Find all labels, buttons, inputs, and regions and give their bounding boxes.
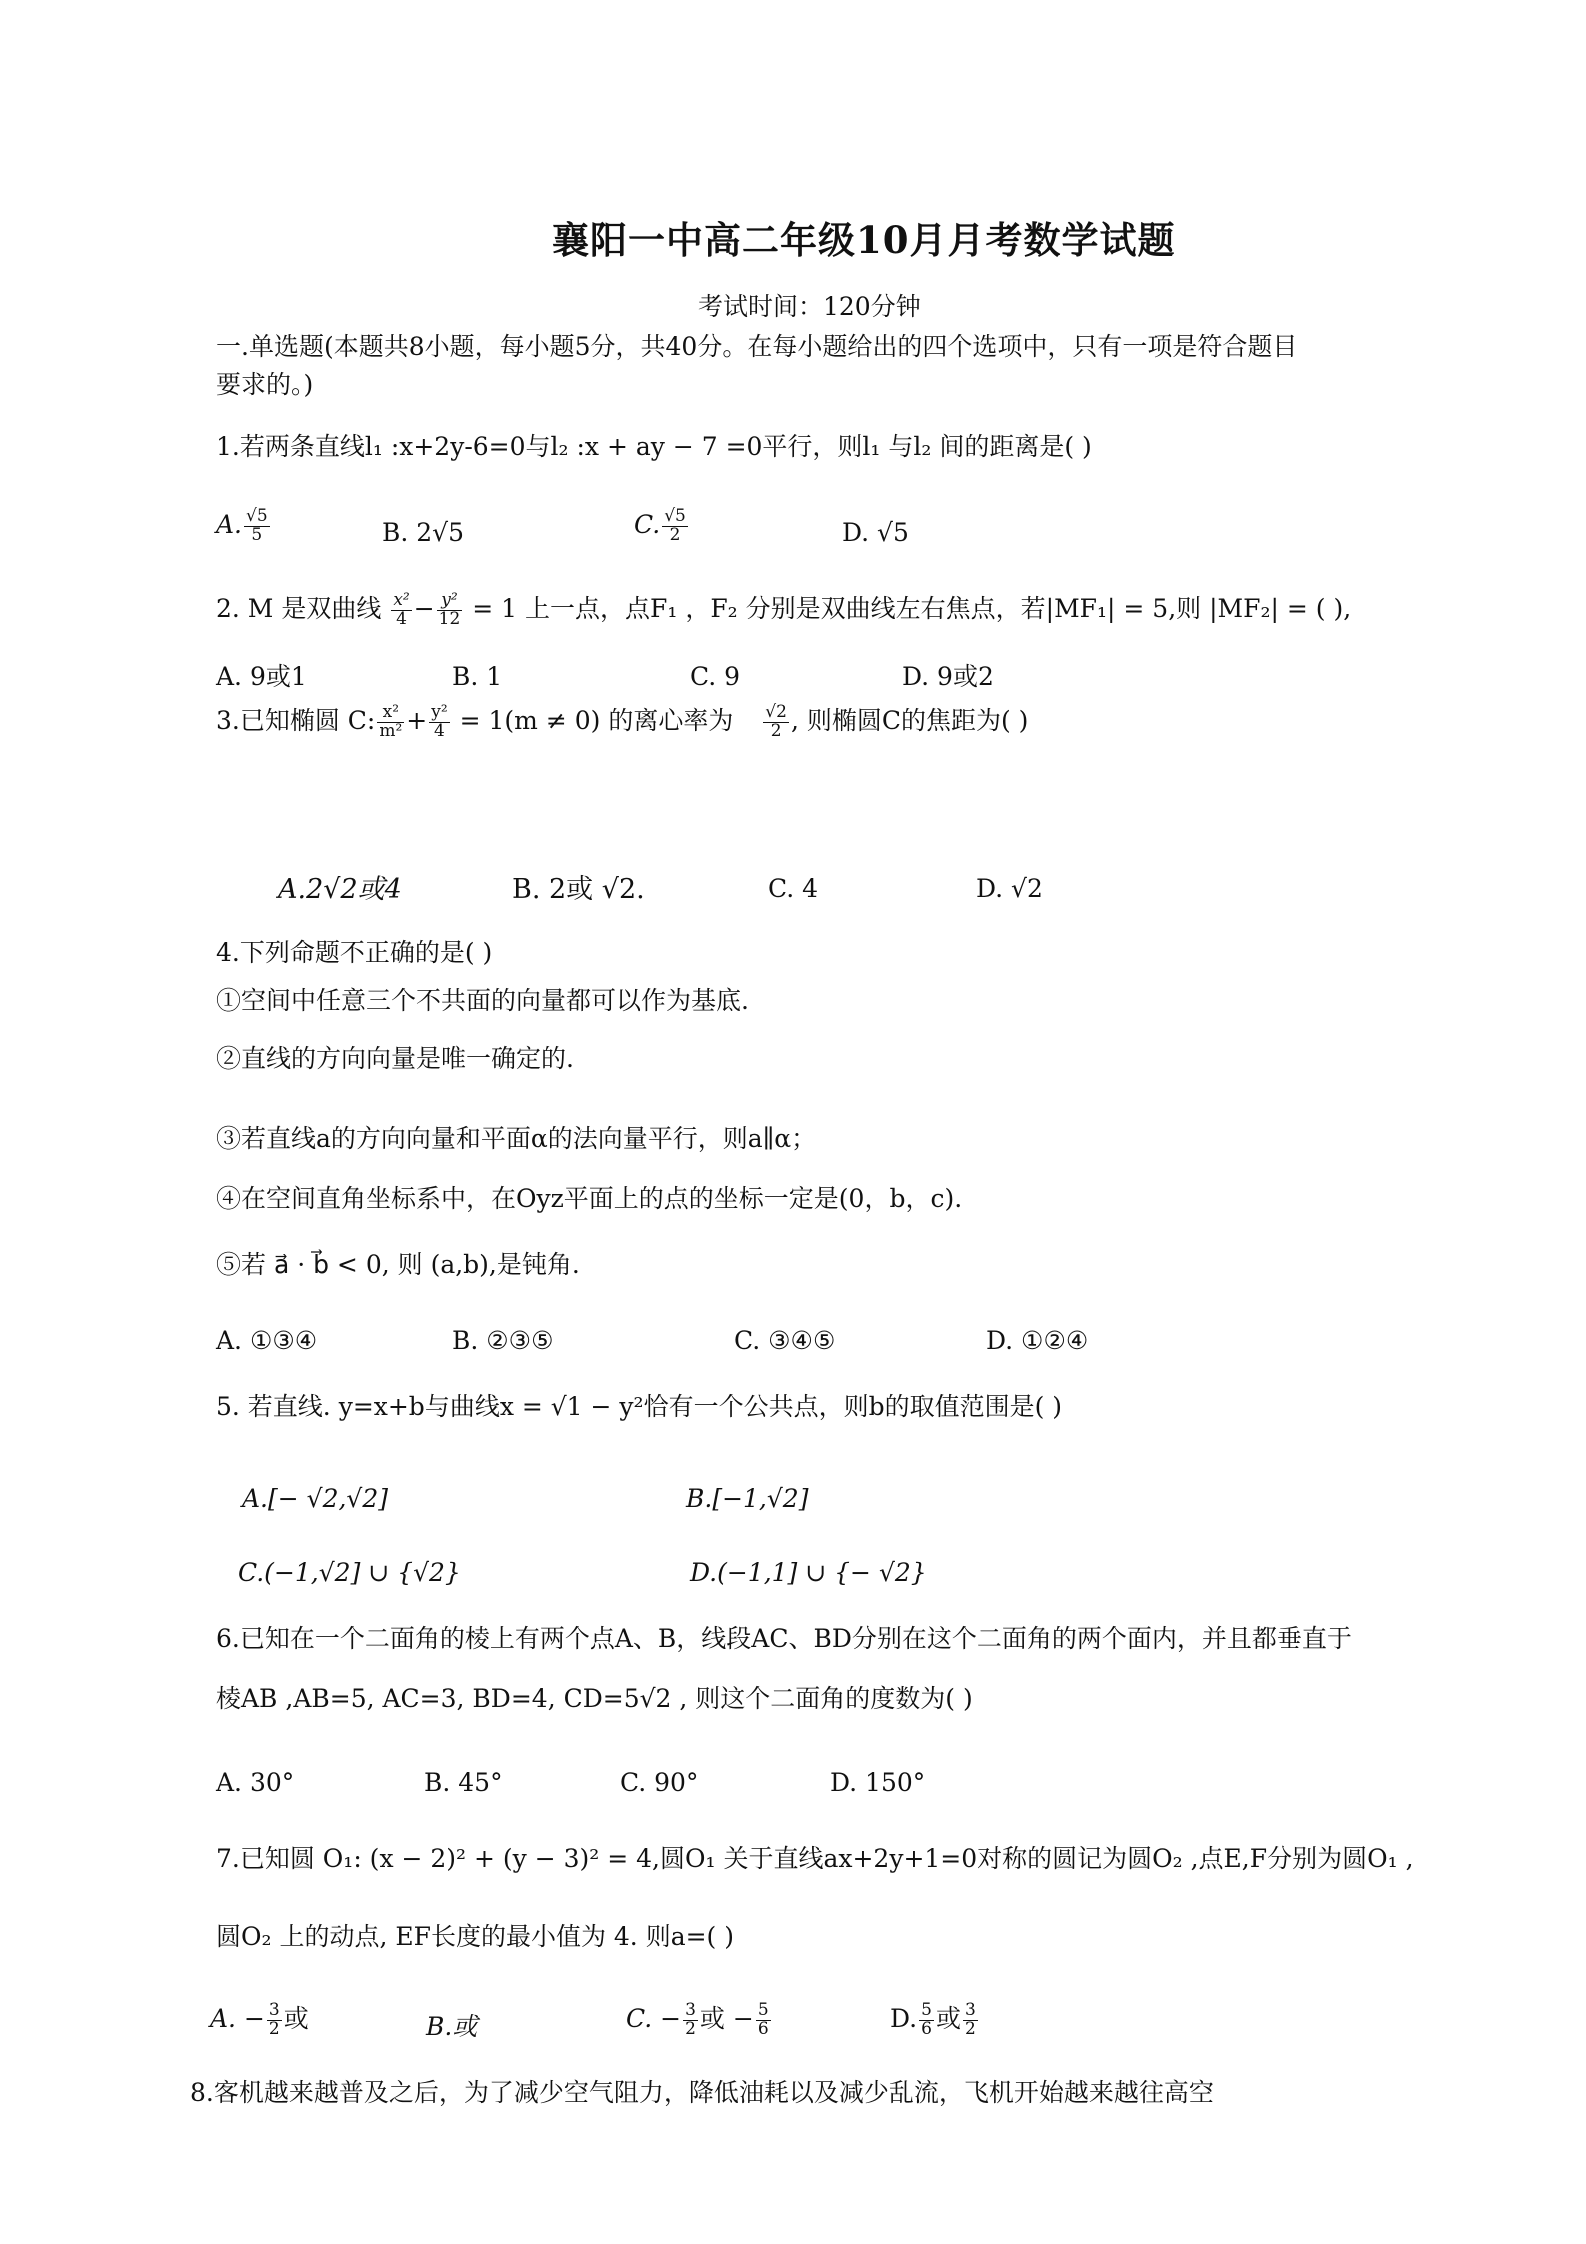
q5-stem: 5. 若直线. y=x+b与曲线x = √1 − y²恰有一个公共点，则b的取值范围是( ) — [216, 1392, 1063, 1421]
q2-stem-post: = 1 上一点，点F₁ ，F₂ 分别是双曲线左右焦点，若|MF₁| = 5,则 |MF₂| = ( ), — [472, 593, 1352, 623]
q4-stem: 4.下列命题不正确的是( ) — [216, 938, 493, 967]
q3-plus: + — [406, 705, 428, 735]
q2-stem-pre: 2. M 是双曲线 — [216, 593, 382, 623]
q1-stem: 1.若两条直线l₁ :x+2y-6=0与l₂ :x + ay − 7 =0平行，则l₁ 与l₂ 间的距离是( ) — [216, 432, 1092, 461]
q7-d-fraction-1: $\frac{5}{6}$ — [921, 2000, 932, 2039]
q7-c-fraction-1: $\frac{3}{2}$ — [685, 2000, 696, 2039]
q3-fraction-y: $\frac{\text{y²}}{4}$ — [431, 702, 448, 741]
q6-stem-line2: 棱AB ,AB=5, AC=3, BD=4, CD=5√2 , 则这个二面角的度数为( ) — [216, 1684, 973, 1713]
q2-option-b: B. 1 — [452, 662, 503, 691]
q2-stem — [216, 592, 1351, 629]
q7-option-c — [626, 2002, 773, 2039]
q3-fraction-x: $\frac{\text{x²}}{\text{m²}}$ — [379, 702, 403, 741]
q3-eccentricity: $\frac{√2}{2}$ — [765, 702, 787, 741]
q7-stem-line2: 圆O₂ 上的动点, EF长度的最小值为 4. 则a=( ) — [216, 1922, 735, 1951]
q7-d-label: D. — [890, 2003, 918, 2033]
q2-fraction-x: $\frac{\text{x²}}{4}$ — [393, 590, 410, 629]
q7-c-fraction-2: $\frac{5}{6}$ — [757, 2000, 769, 2039]
q6-option-d: D. 150° — [830, 1768, 926, 1797]
q1-c-label: C. — [634, 509, 661, 539]
q2-option-c: C. 9 — [690, 662, 741, 691]
q7-a-fraction: $\frac{3}{2}$ — [268, 2000, 280, 2039]
q3-option-c: C. 4 — [768, 874, 819, 903]
exam-time: 考试时间：120分钟 — [698, 292, 921, 321]
q7-d-fraction-2: $\frac{3}{2}$ — [964, 2000, 976, 2039]
q4-option-a: A. ①③④ — [216, 1326, 318, 1355]
q1-option-d: D. √5 — [842, 518, 909, 547]
q4-option-c: C. ③④⑤ — [734, 1326, 836, 1355]
q3-stem-post: , 则椭圆C的焦距为( ) — [790, 705, 1029, 735]
q1-a-fraction: $\frac{√5}{5}$ — [246, 506, 268, 545]
q2-minus: − — [413, 593, 435, 623]
q7-stem-line1: 7.已知圆 O₁: (x − 2)² + (y − 3)² = 4,圆O₁ 关于直线ax+2y+1=0对称的圆记为圆O₂ ,点E,F分别为圆O₁ , — [216, 1844, 1414, 1873]
section-header-line2: 要求的。) — [216, 370, 314, 399]
q4-statement-2: ②直线的方向向量是唯一确定的. — [216, 1044, 574, 1073]
q3-stem-pre: 3.已知椭圆 C: — [216, 705, 376, 735]
q8-stem: 8.客机越来越普及之后，为了减少空气阻力，降低油耗以及减少乱流，飞机开始越来越往高空 — [190, 2078, 1214, 2107]
q2-fraction-y: $\frac{\text{y²}}{12}$ — [438, 590, 461, 629]
q2-option-a: A. 9或1 — [216, 662, 307, 691]
q4-statement-1: ①空间中任意三个不共面的向量都可以作为基底. — [216, 986, 749, 1015]
q7-option-b: B.或 — [426, 2012, 478, 2041]
q5-option-a: A.[− √2,√2] — [242, 1484, 389, 1513]
q5-option-c: C.(−1,√2] ∪ {√2} — [238, 1558, 461, 1587]
q4-option-b: B. ②③⑤ — [452, 1326, 554, 1355]
q3-option-b: B. 2或 √2. — [512, 874, 645, 905]
q3-option-a: A.2√2或4 — [278, 874, 402, 905]
q3-stem-mid: = 1(m ≠ 0) 的离心率为 — [459, 705, 734, 735]
q5-option-d: D.(−1,1] ∪ {− √2} — [690, 1558, 927, 1587]
section-header-line1: 一.单选题(本题共8小题，每小题5分，共40分。在每小题给出的四个选项中，只有一项是符合题目 — [216, 332, 1298, 361]
q7-a-label: A. − — [210, 2003, 265, 2033]
q1-c-fraction: $\frac{√5}{2}$ — [664, 506, 686, 545]
q7-a-suffix: 或 — [283, 2003, 309, 2033]
q6-option-c: C. 90° — [620, 1768, 699, 1797]
q7-option-a — [210, 2002, 309, 2039]
q4-statement-4: ④在空间直角坐标系中，在Oyz平面上的点的坐标一定是(0，b，c). — [216, 1184, 963, 1213]
q7-option-d — [890, 2002, 980, 2039]
q1-option-b: B. 2√5 — [382, 518, 465, 547]
q2-option-d: D. 9或2 — [902, 662, 994, 691]
q7-c-label: C. − — [626, 2003, 682, 2033]
q4-option-d: D. ①②④ — [986, 1326, 1089, 1355]
q5-option-b: B.[−1,√2] — [686, 1484, 809, 1513]
q4-statement-3: ③若直线a的方向向量和平面α的法向量平行，则a∥α； — [216, 1124, 817, 1153]
q3-stem — [216, 704, 1028, 741]
q7-d-mid: 或 — [935, 2003, 961, 2033]
q1-option-a — [216, 508, 272, 545]
q6-option-b: B. 45° — [424, 1768, 503, 1797]
q1-option-c — [634, 508, 690, 545]
q4-statement-5: ⑤若 a⃗ · b⃗ < 0, 则 (a,b),是钝角. — [216, 1250, 580, 1279]
q7-c-mid: 或 − — [699, 2003, 754, 2033]
q3-option-d: D. √2 — [976, 874, 1043, 903]
q6-stem-line1: 6.已知在一个二面角的棱上有两个点A、B，线段AC、BD分别在这个二面角的两个面内，并且都垂直于 — [216, 1624, 1352, 1653]
q1-a-label: A. — [216, 509, 243, 539]
q6-option-a: A. 30° — [216, 1768, 295, 1797]
page-title: 襄阳一中高二年级10月月考数学试题 — [552, 218, 1176, 262]
